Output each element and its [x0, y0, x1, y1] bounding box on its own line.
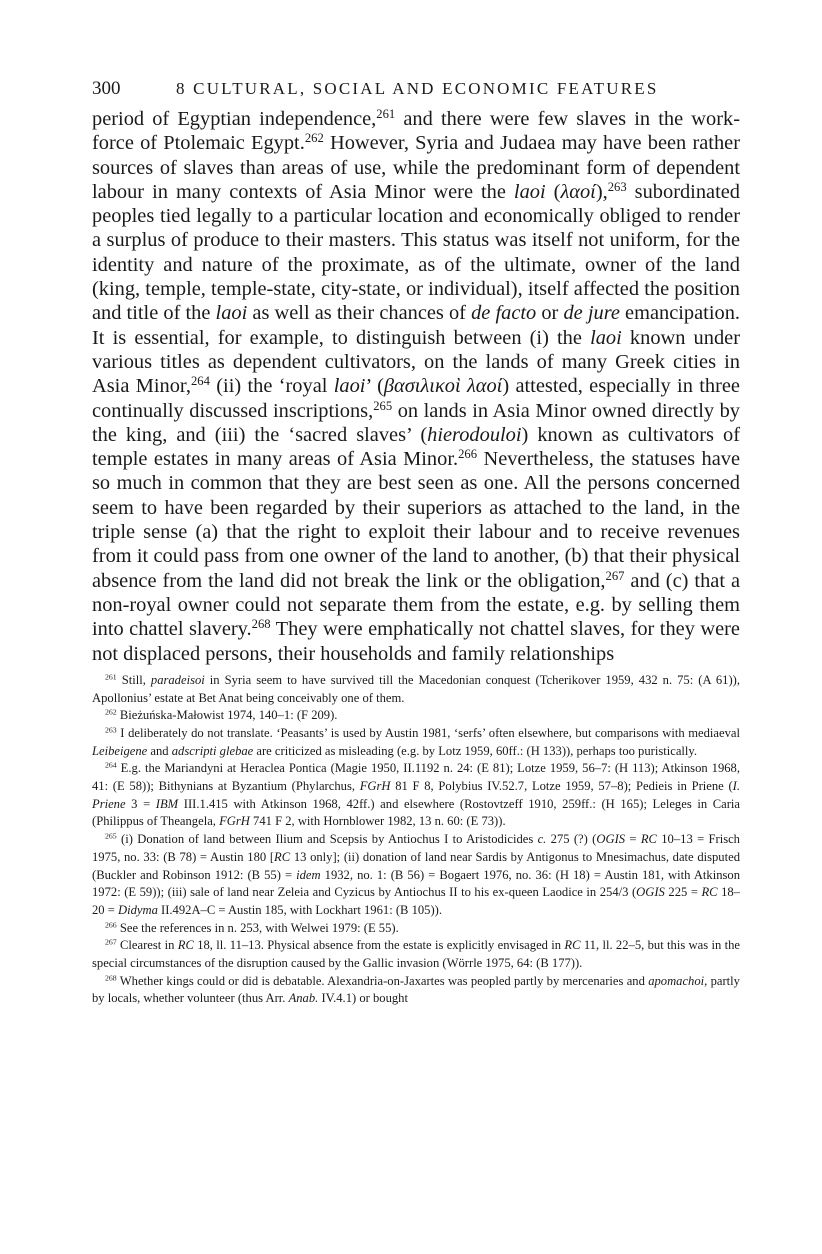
italic-term: adscripti glebae [171, 743, 254, 758]
text-run: E.g. the Mariandyni at Heraclea Pontica (Magie 1950, II.1192 n. 24: (E 81); Lotze 1959, 56–7: (H 113); Atkinson 1968, 41: (E 58)); Bithynians at Byzantium (Phylarchus, [92, 761, 740, 794]
note-reference: 264 [190, 374, 210, 389]
note-reference: 265 [373, 398, 393, 413]
text-run: known under various titles as dependent cultivators, on the lands of many Greek cities in Asia Minor, [92, 326, 740, 398]
page-number: 300 [92, 78, 121, 99]
italic-term: λαοί [560, 180, 596, 203]
italic-term: RC [177, 938, 194, 953]
italic-term: Leibeigene [92, 743, 148, 758]
footnote [92, 973, 740, 1008]
italic-term: laoi [590, 326, 622, 349]
italic-term: laoi [513, 180, 546, 203]
italic-term: apomachoi [648, 973, 705, 988]
text-run: and (c) that a non-royal owner could not separate them from the estate, e.g. by selling them into chattel slavery. [92, 569, 740, 641]
note-reference: 263 [607, 179, 627, 194]
note-reference: 268 [251, 617, 271, 632]
text-run: 275 (?) ( [546, 832, 597, 847]
text-run: (i) Donation of land between Ilium and Scepsis by Antiochus I to Aristodicides [116, 832, 538, 847]
note-reference: 265 [105, 831, 117, 841]
italic-term: OGIS [596, 832, 626, 847]
note-reference: 268 [105, 973, 117, 983]
text-run: ), [595, 180, 608, 203]
text-run: on lands in Asia Minor owned directly by the king, and (iii) the ‘sacred slaves’ ( [92, 399, 740, 446]
italic-term: idem [296, 867, 321, 882]
footnote [92, 937, 740, 972]
note-reference: 262 [105, 707, 117, 717]
italic-term: de jure [563, 302, 620, 325]
running-head [92, 74, 740, 104]
text-run: See the references in n. 253, with Welwei 1979: (E 55). [116, 920, 399, 935]
body-paragraph [92, 107, 740, 666]
italic-term: hierodouloi [427, 423, 522, 446]
text-run: ) attested, especially in three continually discussed inscriptions, [92, 375, 740, 422]
note-reference: 261 [376, 107, 396, 122]
italic-term: FGrH [359, 779, 391, 794]
italic-term: RC [564, 938, 581, 953]
text-run: ( [545, 180, 561, 203]
note-reference: 262 [304, 131, 324, 146]
italic-term: paradeisoi [150, 672, 205, 687]
note-reference: 267 [605, 568, 625, 583]
text-run: IV.4.1) or bought [318, 991, 408, 1006]
text-run: subordinated peoples tied legally to a particular location and economically obliged to render a surplus of produce to their masters. This status was itself not uniform, for the identity and nature of the proximate, as of the ultimate, owner of the land (king, temple, temple-state, city-state, or individual), itself affected the position and title of the [92, 180, 740, 325]
italic-term: Didyma [118, 902, 158, 917]
text-run: and there were few slaves in the work-force of Ptolemaic Egypt. [92, 108, 740, 155]
text-run: 10–13 = Frisch 1975, no. 33: (B 78) = Austin 180 [ [92, 832, 740, 864]
footnote [92, 760, 740, 831]
italic-term: I. Priene [92, 779, 741, 811]
text-run: 11, ll. 22–5, but this was in the special circumstances of the disruption caused by the Gallic invasion (Wörrle 1975, 64: (B 177)). [92, 938, 740, 971]
text-run: They were emphatically not chattel slaves, for they were not displaced persons, their households and family relationships [92, 618, 740, 665]
note-reference: 266 [105, 920, 117, 930]
footnote [92, 831, 740, 920]
text-run: 225 = [664, 885, 702, 900]
text-run: emancipation. It is essential, for example, to distinguish between (i) the [92, 302, 740, 349]
text-run: (ii) the ‘royal [209, 375, 334, 398]
text-run: in Syria seem to have survived till the Macedonian conquest (Tcherikover 1959, 432 n. 75: (A 61)), Apollonius’ estate at Bet Anat being conceivably one of them. [92, 672, 740, 705]
text-run: 1932, no. 1: (B 56) = Bogaert 1976, no. 36: (H 18) = Austin 181, with Atkinson 1972: (E 59)); (iii) sale of land near Zeleia and Cyzicus by Antiochus II to his ex-queen Laodice in 254/3 ( [92, 867, 740, 900]
text-run: 3 = [125, 796, 156, 811]
book-page [92, 74, 740, 1008]
text-run: 18–20 = [92, 885, 740, 917]
text-run: Nevertheless, the statuses have so much in common that they are best seen as one. All the persons concerned seem to have been regarded by their superiors as attached to the land, in the triple sense (a) that the right to exploit their labour and to receive revenues from it could pass from one owner of the land to another, (b) that their physical absence from the land did not break the link or the obligation, [92, 448, 740, 592]
italic-term: OGIS [636, 885, 665, 900]
text-run: 741 F 2, with Hornblower 1982, 13 n. 60: (E 73)). [249, 814, 506, 829]
text-run: I deliberately do not translate. ‘Peasants’ is used by Austin 1981, ‘serfs’ often elsewhere, but comparisons with mediaeval [116, 725, 740, 740]
italic-term: laoi [215, 302, 248, 325]
text-run: , partly by locals, whether volunteer (thus Arr. [92, 973, 740, 1006]
italic-term: βασιλικοὶ λαοί [383, 375, 503, 398]
footnote [92, 707, 740, 725]
text-run: Whether kings could or did is debatable. Alexandria-on-Jaxartes was peopled partly by mercenaries and [116, 973, 649, 988]
text-run: II.492A–C = Austin 185, with Lockhart 1961: (B 105)). [157, 902, 443, 917]
italic-term: Anab. [288, 991, 319, 1006]
text-run: However, Syria and Judaea may have been rather sources of slaves than areas of use, while the predominant form of dependent labour in many contexts of Asia Minor were the [92, 132, 740, 203]
footnote [92, 920, 740, 938]
footnote [92, 725, 740, 760]
italic-term: IBM [155, 796, 179, 811]
footnote [92, 672, 740, 707]
italic-term: c. [537, 832, 547, 847]
text-run: III.1.415 with Atkinson 1968, 42ff.) and elsewhere (Rostovtzeff 1910, 259ff.: (H 165); Leleges in Caria (Philippus of Theangela, [92, 796, 740, 829]
text-run: Bieżuńska-Małowist 1974, 140–1: (F 209). [116, 708, 338, 723]
text-run: = [625, 832, 641, 847]
note-reference: 263 [105, 725, 117, 735]
italic-term: RC [274, 849, 291, 864]
text-run: Still, [116, 672, 151, 687]
italic-term: FGrH [219, 814, 250, 829]
text-run: or [536, 302, 564, 325]
running-title: 8 CULTURAL, SOCIAL AND ECONOMIC FEATURES [176, 79, 659, 98]
text-run: 81 F 8, Polybius IV.52.7, Lotze 1959, 57–8); Pedieis in Priene ( [390, 779, 733, 794]
italic-term: RC [701, 885, 718, 900]
text-run: and [147, 743, 172, 758]
italic-term: laoi [333, 375, 366, 398]
note-reference: 264 [105, 761, 117, 771]
text-run: period of Egyptian independence, [92, 108, 377, 130]
note-reference: 266 [458, 447, 478, 462]
italic-term: de facto [471, 302, 537, 325]
text-run: ) known as cultivators of temple estates in many areas of Asia Minor. [92, 423, 740, 471]
text-run: 18, ll. 11–13. Physical absence from the estate is explicitly envisaged in [193, 938, 565, 953]
text-run: ’ ( [365, 375, 384, 398]
text-run: 13 only]; (ii) donation of land near Sardis by Antigonus to Mnesimachus, date disputed (Buckler and Robinson 1912: (B 55) = [92, 849, 740, 882]
text-run: as well as their chances of [247, 302, 472, 325]
text-run: are criticized as misleading (e.g. by Lotz 1959, 60ff.: (H 133)), perhaps too puristically. [253, 743, 698, 758]
note-reference: 267 [105, 938, 117, 948]
italic-term: RC [640, 832, 657, 847]
note-reference: 261 [105, 672, 117, 682]
text-run: Clearest in [116, 938, 178, 953]
footnotes [92, 672, 740, 1008]
